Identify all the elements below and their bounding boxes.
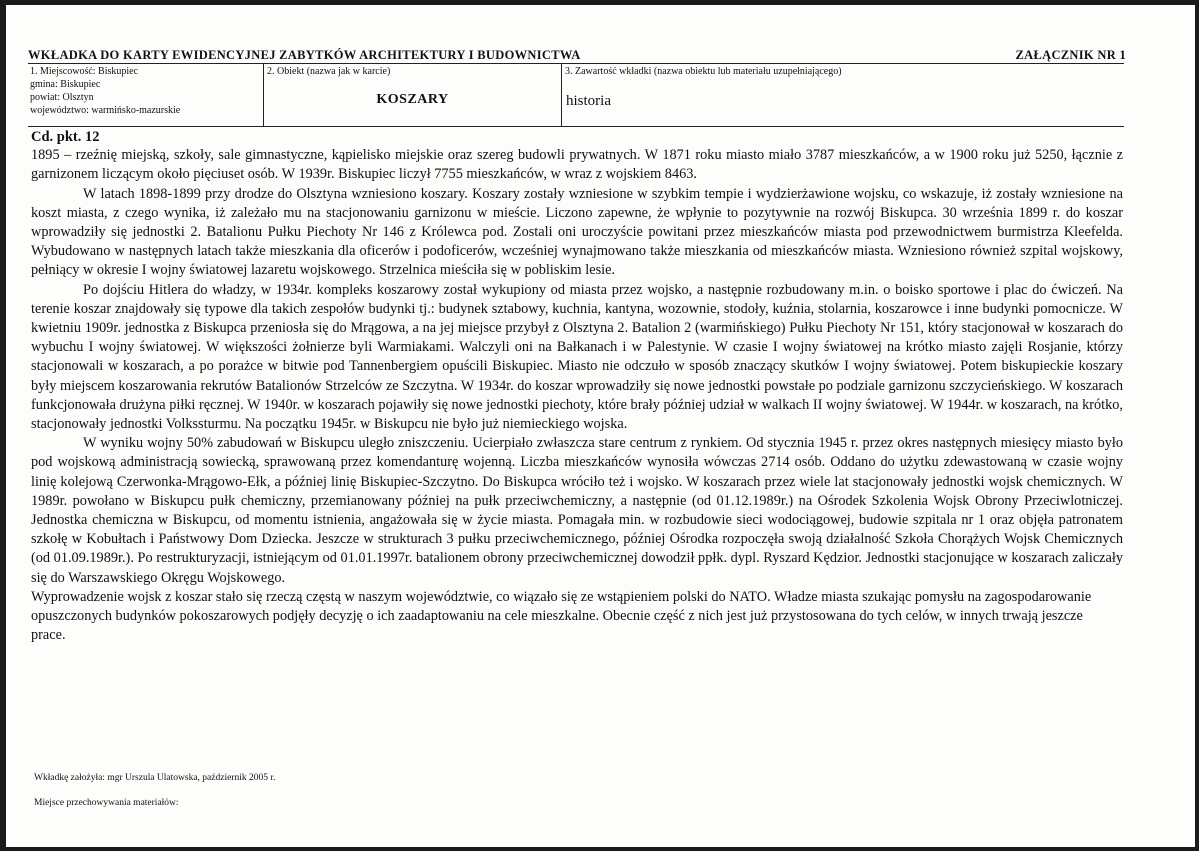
document-sheet [6,5,1195,847]
object-name: KOSZARY [376,92,449,107]
info-table [28,63,1124,127]
paragraph: Wyprowadzenie wojsk z koszar stało się rzeczą częstą w naszym województwie, co wiązało się ze wstąpieniem polski do NATO. Władze miasta szukając pomysłu na zagospodarowanie opuszczonych budynków pokoszarowych podjęły decyzję o ich zaadaptowaniu na cele mieszkalne. Obecnie część z nich jest już przystosowana do tych celów, w innych trwają jeszcze prace. [31,588,1092,644]
paragraph: W wyniku wojny 50% zabudowań w Biskupcu uległo zniszczeniu. Ucierpiało zwłaszcza stare centrum z rynkiem. Od stycznia 1945 r. przez okres następnych miesięcy miasto było pod wojskową administracją sowiecką, sprawowaną przez komendanturę wojenną. Liczba mieszkańców wynosiła wówczas 2714 osób. Oddano do użytku zdewastowaną w czasie wojny linię kolejową Czerwonka-Mrągowo-Ełk, a później linię Biskupiec-Szczytno. Do Biskupca wróciło też i wojsko. W koszarach przez wiele lat stacjonowały jednostki wojsk chemicznych. W 1989r. powołano w Biskupcu pułk chemiczny, przemianowany później na pułk przeciwchemiczny, a następnie (od 01.12.1989r.) na Ośrodek Szkolenia Wojsk Obrony Przeciwlotniczej. Jednostka chemiczna w Biskupcu, od momentu istnienia, angażowała się w życie miasta. Pomagała min. w rozbudowie sieci wodociągowej, budowie szpitala nr 1 oraz objęła patronatem szkołę w Kobułtach i Państwowy Dom Dziecka. Jeszcze w strukturach 3 pułku przeciwchemicznego, później Ośrodka rozpoczęła swoją działalność Szkoła Chorążych Wojsk Chemicznych (od 01.09.1989r.). Po restrukturyzacji, istniejącym od 01.01.1997r. batalionem obrony przeciwchemicznej dowodził ppłk. dypl. Ryszard Kędzior. Jednostki stacjonujące w koszarach zaliczały się do Warszawskiego Okręgu Wojskowego. [31,435,1123,586]
powiat-label: powiat: Olsztyn [30,92,94,103]
document-title: WKŁADKA DO KARTY EWIDENCYJNEJ ZABYTKÓW ARCHITEKTURY I BUDOWNICTWA [28,48,581,62]
object-cell [264,64,562,126]
document-header [28,43,1126,65]
content-name: historia [566,93,611,109]
wojewodztwo-label: województwo: warmińsko-mazurskie [30,105,181,116]
paragraph: 1895 – rzeźnię miejską, szkoły, sale gimnastyczne, kąpielisko miejskie oraz szereg budowli prywatnych. W 1871 roku miasto miało 3787 mieszkańców, a w 1900 roku już 5250, łącznie z garnizonem liczącym około pięciuset osób. W 1939r. Biskupiec liczył 7755 mieszkańców, w wraz z wojskiem 8463. [31,147,1123,183]
content-label: 3. Zawartość wkładki (nazwa obiektu lub materiału uzupełniającego) [565,66,842,77]
storage-note: Miejsce przechowywania materiałów: [34,798,179,808]
gmina-label: gmina: Biskupiec [30,79,101,90]
location-cell [28,64,264,126]
paragraph: Po dojściu Hitlera do władzy, w 1934r. kompleks koszarowy został wykupiony od miasta przez wojsko, a następnie rozbudowany m.in. o boisko sportowe i plac do ćwiczeń. Na terenie koszar znajdowały się typowe dla takich zespołów budynki tj.: budynek sztabowy, kuchnia, kantyna, wozownie, stodoły, kuźnia, stolarnia, koszarowce i inne budynki pomocnicze. W kwietniu 1909r. jednostka z Biskupca przeniosła się do Mrągowa, a na jej miejsce przybył z Olsztyna 2. Batalion 2 (warmińskiego) Pułku Piechoty Nr 151, który stacjonował w koszarach do wybuchu I wojny światowej. W większości żołnierze byli Warmiakami. Walczyli oni na Bałkanach i w Palestynie. W czasie I wojny światowej na krótko miasto zajęli Rosjanie, którzy stacjonowali w koszarach, a po porażce w bitwie pod Tannenbergiem opuścili Biskupiec. Miasto nie odczuło w sposób znaczący skutków I wojny światowej. Potem biskupieckie koszary były miejscem koszarowania rekrutów Batalionów Strzelców ze Szczytna. W 1934r. do koszar wprowadziły się nowe jednostki powstałe po podziale garnizonu szczycieńskiego. W koszarach funkcjonowała drużyna piłki ręcznej. W 1940r. w koszarach pojawiły się nowe jednostki piechoty, które brały później udział w walkach II wojny światowej. W 1944r. w koszarach, na krótko, stacjonowały jednostki Volkssturmu. Na początku 1945r. w Biskupcu nie było już niemieckiego wojska. [31,281,1123,433]
location-label: 1. Miejscowość: Biskupiec [30,66,139,77]
document-footer [34,772,275,810]
author-note: Wkładkę założyła: mgr Urszula Ulatowska, październik 2005 r. [34,773,276,783]
paragraph: W latach 1898-1899 przy drodze do Olsztyna wzniesiono koszary. Koszary zostały wzniesione w szybkim tempie i wydzierżawione wojsku, co wskazuje, iż zostały wzniesione na koszt miasta, z czego wynika, iż zależało mu na stacjonowaniu garnizonu w mieście. Liczono zapewne, że wpłynie to pozytywnie na rozwój Biskupca. 30 września 1899 r. do koszar wprowadziły się jednostki 2. Batalionu Pułku Piechoty Nr 146 z Królewca pod. Zostali oni uroczyście powitani przez mieszkańców miasta pod przewodnictwem burmistrza Kleefelda. Wybudowano w następnych latach także mieszkania dla oficerów i podoficerów, wcześniej wynajmowano także mieszkania od mieszkańców miasta. Wzniesiono również szpital wojskowy, pełniący w okresie I wojny światowej lazaretu wojskowego. Strzelnica mieściła się w pobliskim lesie. [31,185,1123,279]
content-cell [562,64,1124,126]
section-heading: Cd. pkt. 12 [31,129,100,145]
object-label: 2. Obiekt (nazwa jak w karcie) [267,66,391,77]
body-text [31,128,1123,645]
annex-number: ZAŁĄCZNIK NR 1 [1015,48,1126,62]
